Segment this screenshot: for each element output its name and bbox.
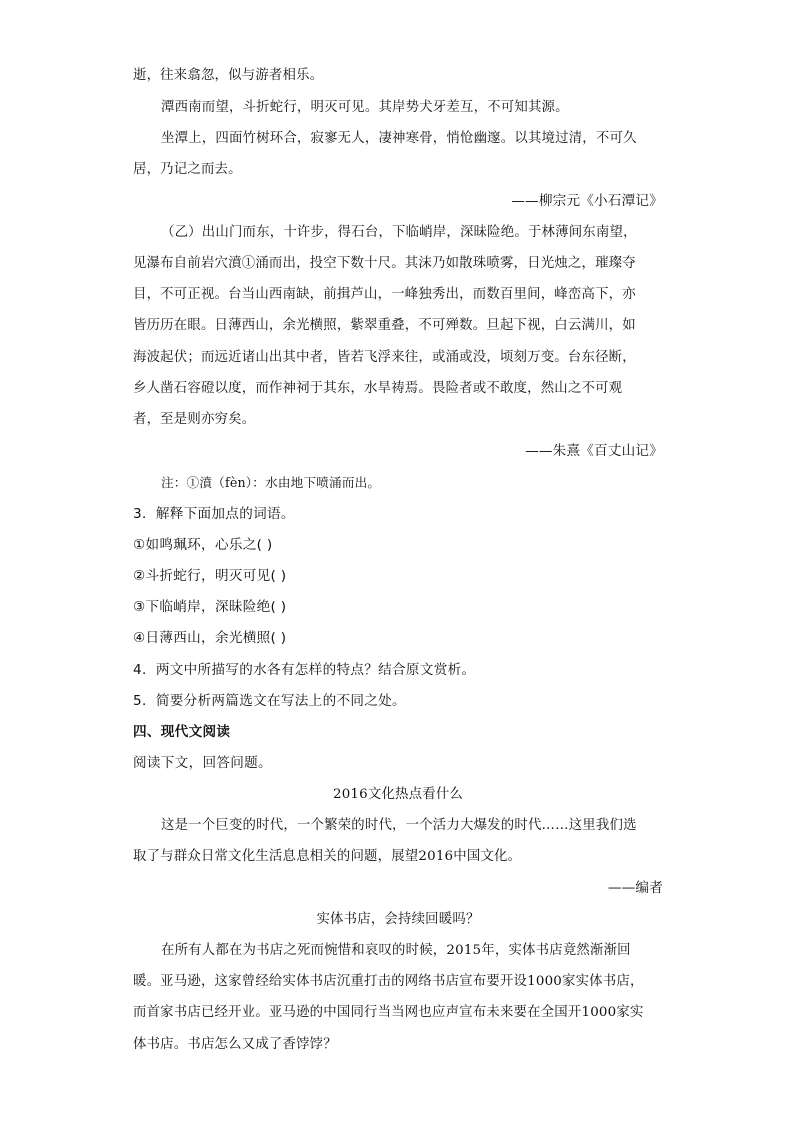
passage-yi-line-1: （乙）出山门而东，十许步，得石台，下临峭岸，深昧险绝。于林薄间东南望， [161, 225, 637, 240]
article-body-line-2: 暖。亚马逊，这家曾经给实体书店沉重打击的网络书店宣布要开设1000家实体书店， [133, 974, 644, 989]
passage-yi-line-7: 者，至是则亦穷矣。 [133, 412, 256, 427]
passage-jia-line-4: 居，乃记之而去。 [133, 162, 242, 177]
passage-yi-line-4: 皆历历在眼。日薄西山，余光横照，紫翠重叠，不可殚数。旦起下视，白云满川，如 [133, 318, 636, 333]
question-5: 5．简要分析两篇选文在写法上的不同之处。 [133, 693, 406, 709]
article-body-line-1: 在所有人都在为书店之死而惋惜和哀叹的时候，2015年，实体书店竟然渐渐回 [161, 943, 631, 958]
article-body-line-3: 而首家书店已经开业。亚马逊的中国同行当当网也应声宣布未来要在全国开1000家实 [133, 1005, 644, 1020]
passage-yi-source: ——朱熹《百丈山记》 [525, 443, 663, 459]
article-title: 2016文化热点看什么 [332, 787, 463, 802]
section-4-instruction: 阅读下文，回答问题。 [133, 755, 272, 771]
question-4: 4．两文中所描写的水各有怎样的特点？结合原文赏析。 [133, 662, 476, 678]
article-intro-line-2: 取了与群众日常文化生活息息相关的问题，展望2016中国文化。 [133, 849, 522, 864]
passage-yi-line-2: 见瀑布自前岩穴濆①涌而出，投空下数十尺。其沫乃如散珠喷雾，日光烛之，璀璨夺 [133, 256, 636, 271]
passage-jia-source: ——柳宗元《小石潭记》 [511, 193, 663, 209]
question-3-item-1: ①如鸣珮环，心乐之( ) [133, 537, 273, 553]
passage-yi-line-3: 目，不可正视。台当山西南缺，前揖芦山，一峰独秀出，而数百里间，峰峦高下，亦 [133, 287, 636, 302]
passage-yi-line-5: 海波起伏；而远近诸山出其中者，皆若飞浮来往，或涌或没，顷刻万变。台东径断， [133, 350, 636, 365]
passage-yi-line-6: 乡人凿石容磴以度，而作神祠于其东，水旱祷焉。畏险者或不敢度，然山之不可观 [133, 381, 623, 396]
question-3: 3．解释下面加点的词语。 [133, 506, 295, 522]
question-3-item-4: ④日薄西山，余光横照( ) [133, 630, 287, 646]
passage-jia-line-1: 逝，往来翕忽，似与游者相乐。 [133, 68, 324, 83]
question-3-item-3: ③下临峭岸，深昧险绝( ) [133, 599, 287, 615]
article-intro-line-1: 这是一个巨变的时代，一个繁荣的时代，一个活力大爆发的时代……这里我们选 [161, 818, 637, 833]
article-body-line-4: 体书店。书店怎么又成了香饽饽？ [133, 1037, 337, 1052]
section-4-heading: 四、现代文阅读 [133, 724, 231, 740]
passage-jia-line-3: 坐潭上，四面竹树环合，寂寥无人，凄神寒骨，悄怆幽邃。以其境过清，不可久 [161, 131, 637, 146]
question-3-item-2: ②斗折蛇行，明灭可见( ) [133, 568, 287, 584]
passage-yi-note: 注：①濆（fèn）：水由地下喷涌而出。 [161, 475, 381, 490]
passage-jia-line-2: 潭西南而望，斗折蛇行，明灭可见。其岸势犬牙差互，不可知其源。 [161, 100, 569, 115]
article-subtitle: 实体书店，会持续回暖吗？ [316, 912, 480, 927]
article-editor: ——编者 [607, 880, 663, 896]
